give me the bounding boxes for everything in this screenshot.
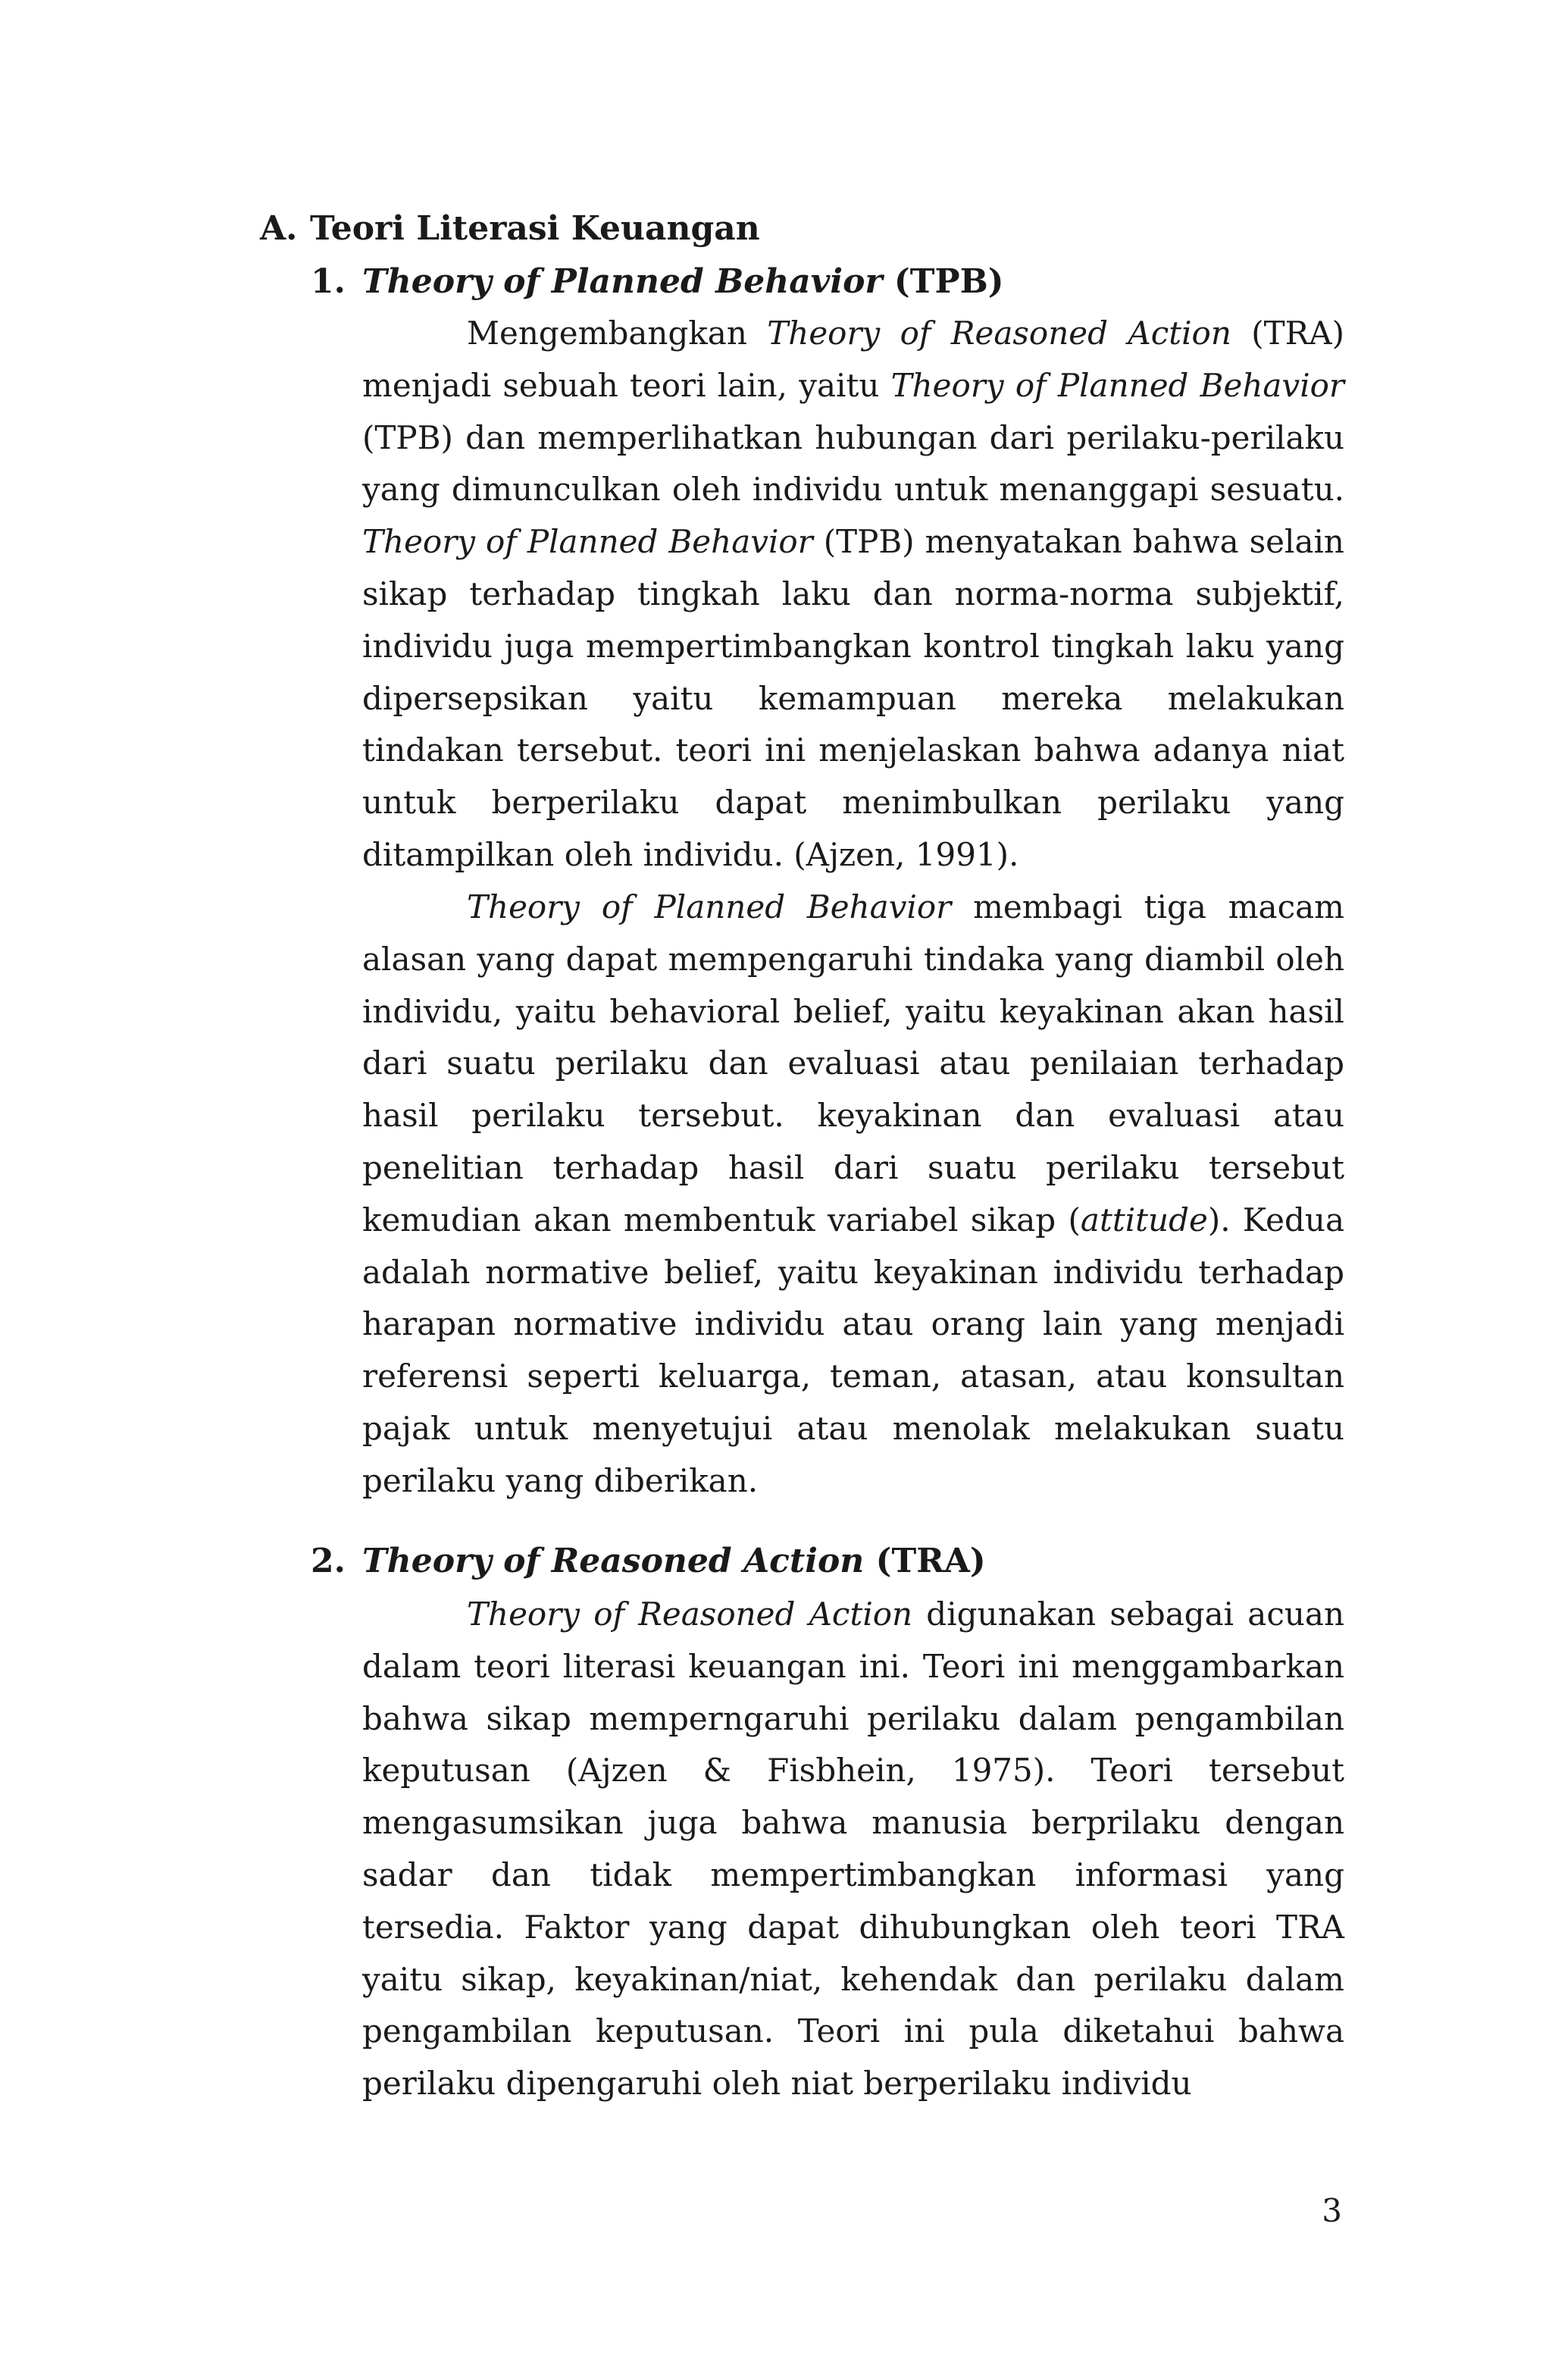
text-run: digunakan sebagai acuan dalam teori literasi keuangan ini. Teori ini menggambarkan bahwa sikap memperngaruhi perilaku dalam pengambilan keputusan (Ajzen & Fisbhein, 1975). Teori tersebut mengasumsikan juga bahwa manusia berprilaku dengan sadar dan tidak mempertimbangkan informasi yang tersedia. Faktor yang dapat dihubungkan oleh teori TRA yaitu sikap, keyakinan/niat, kehendak dan perilaku dalam pengambilan keputusan. Teori ini pula diketahui bahwa perilaku dipengaruhi oleh niat berperilaku individu (362, 1596, 1344, 2103)
subsection-title-italic: Theory of Reasoned Action (362, 1542, 865, 1580)
section-heading (260, 203, 760, 255)
text-run-italic: attitude (1080, 1201, 1208, 1239)
subsection-heading-tra (311, 1536, 986, 1587)
text-run: (TPB) menyatakan bahwa selain sikap terhadap tingkah laku dan norma-norma subjektif, individu juga mempertimbangkan kontrol tingkah laku yang dipersepsikan yaitu kemampuan mereka melakukan tindakan tersebut. teori ini menjelaskan bahwa adanya niat untuk berperilaku dapat menimbulkan perilaku yang ditampilkan oleh individu. (Ajzen, 1991). (362, 523, 1344, 873)
subsection-number: 2. (311, 1542, 346, 1580)
text-run-italic: Theory of Planned Behavior (467, 888, 952, 925)
text-run-italic: Theory of Planned Behavior (362, 523, 813, 561)
paragraph-tpb-beliefs (362, 882, 1344, 1508)
text-run-italic: Theory of Reasoned Action (467, 1596, 913, 1633)
paragraph-tra-definition (362, 1589, 1344, 2110)
subsection-title-suffix: (TPB) (882, 262, 1004, 301)
section-letter: A. (260, 209, 298, 248)
text-run: membagi tiga macam alasan yang dapat mempengaruhi tindaka yang diambil oleh individu, yaitu behavioral belief, yaitu keyakinan akan hasil dari suatu perilaku dan evaluasi atau penilaian terhadap hasil perilaku tersebut. keyakinan dan evaluasi atau penelitian terhadap hasil dari suatu perilaku tersebut kemudian akan membentuk variabel sikap ( (362, 888, 1344, 1239)
text-run: (TPB) dan memperlihatkan hubungan dari perilaku-perilaku yang dimunculkan oleh individu untuk menanggapi sesuatu. (362, 418, 1344, 509)
text-run-italic: Theory of Planned Behavior (890, 366, 1344, 404)
text-run: Mengembangkan (467, 315, 768, 352)
text-run: (TRA) menjadi sebuah teori lain, yaitu (362, 315, 1345, 404)
section-title: Teori Literasi Keuangan (310, 209, 760, 248)
text-run-italic: Theory of Reasoned Action (767, 315, 1231, 352)
subsection-number: 1. (311, 262, 346, 301)
page-number: 3 (1322, 2192, 1342, 2229)
subsection-heading-tpb (311, 256, 1004, 308)
text-run: ). Kedua adalah normative belief, yaitu keyakinan individu terhadap harapan normative individu atau orang lain yang menjadi referensi seperti keluarga, teman, atasan, atau konsultan pajak untuk menyetujui atau menolak melakukan suatu perilaku yang diberikan. (362, 1201, 1344, 1499)
paragraph-tpb-definition (362, 308, 1344, 882)
subsection-title-suffix: (TRA) (864, 1542, 986, 1580)
subsection-title-italic: Theory of Planned Behavior (362, 262, 883, 301)
